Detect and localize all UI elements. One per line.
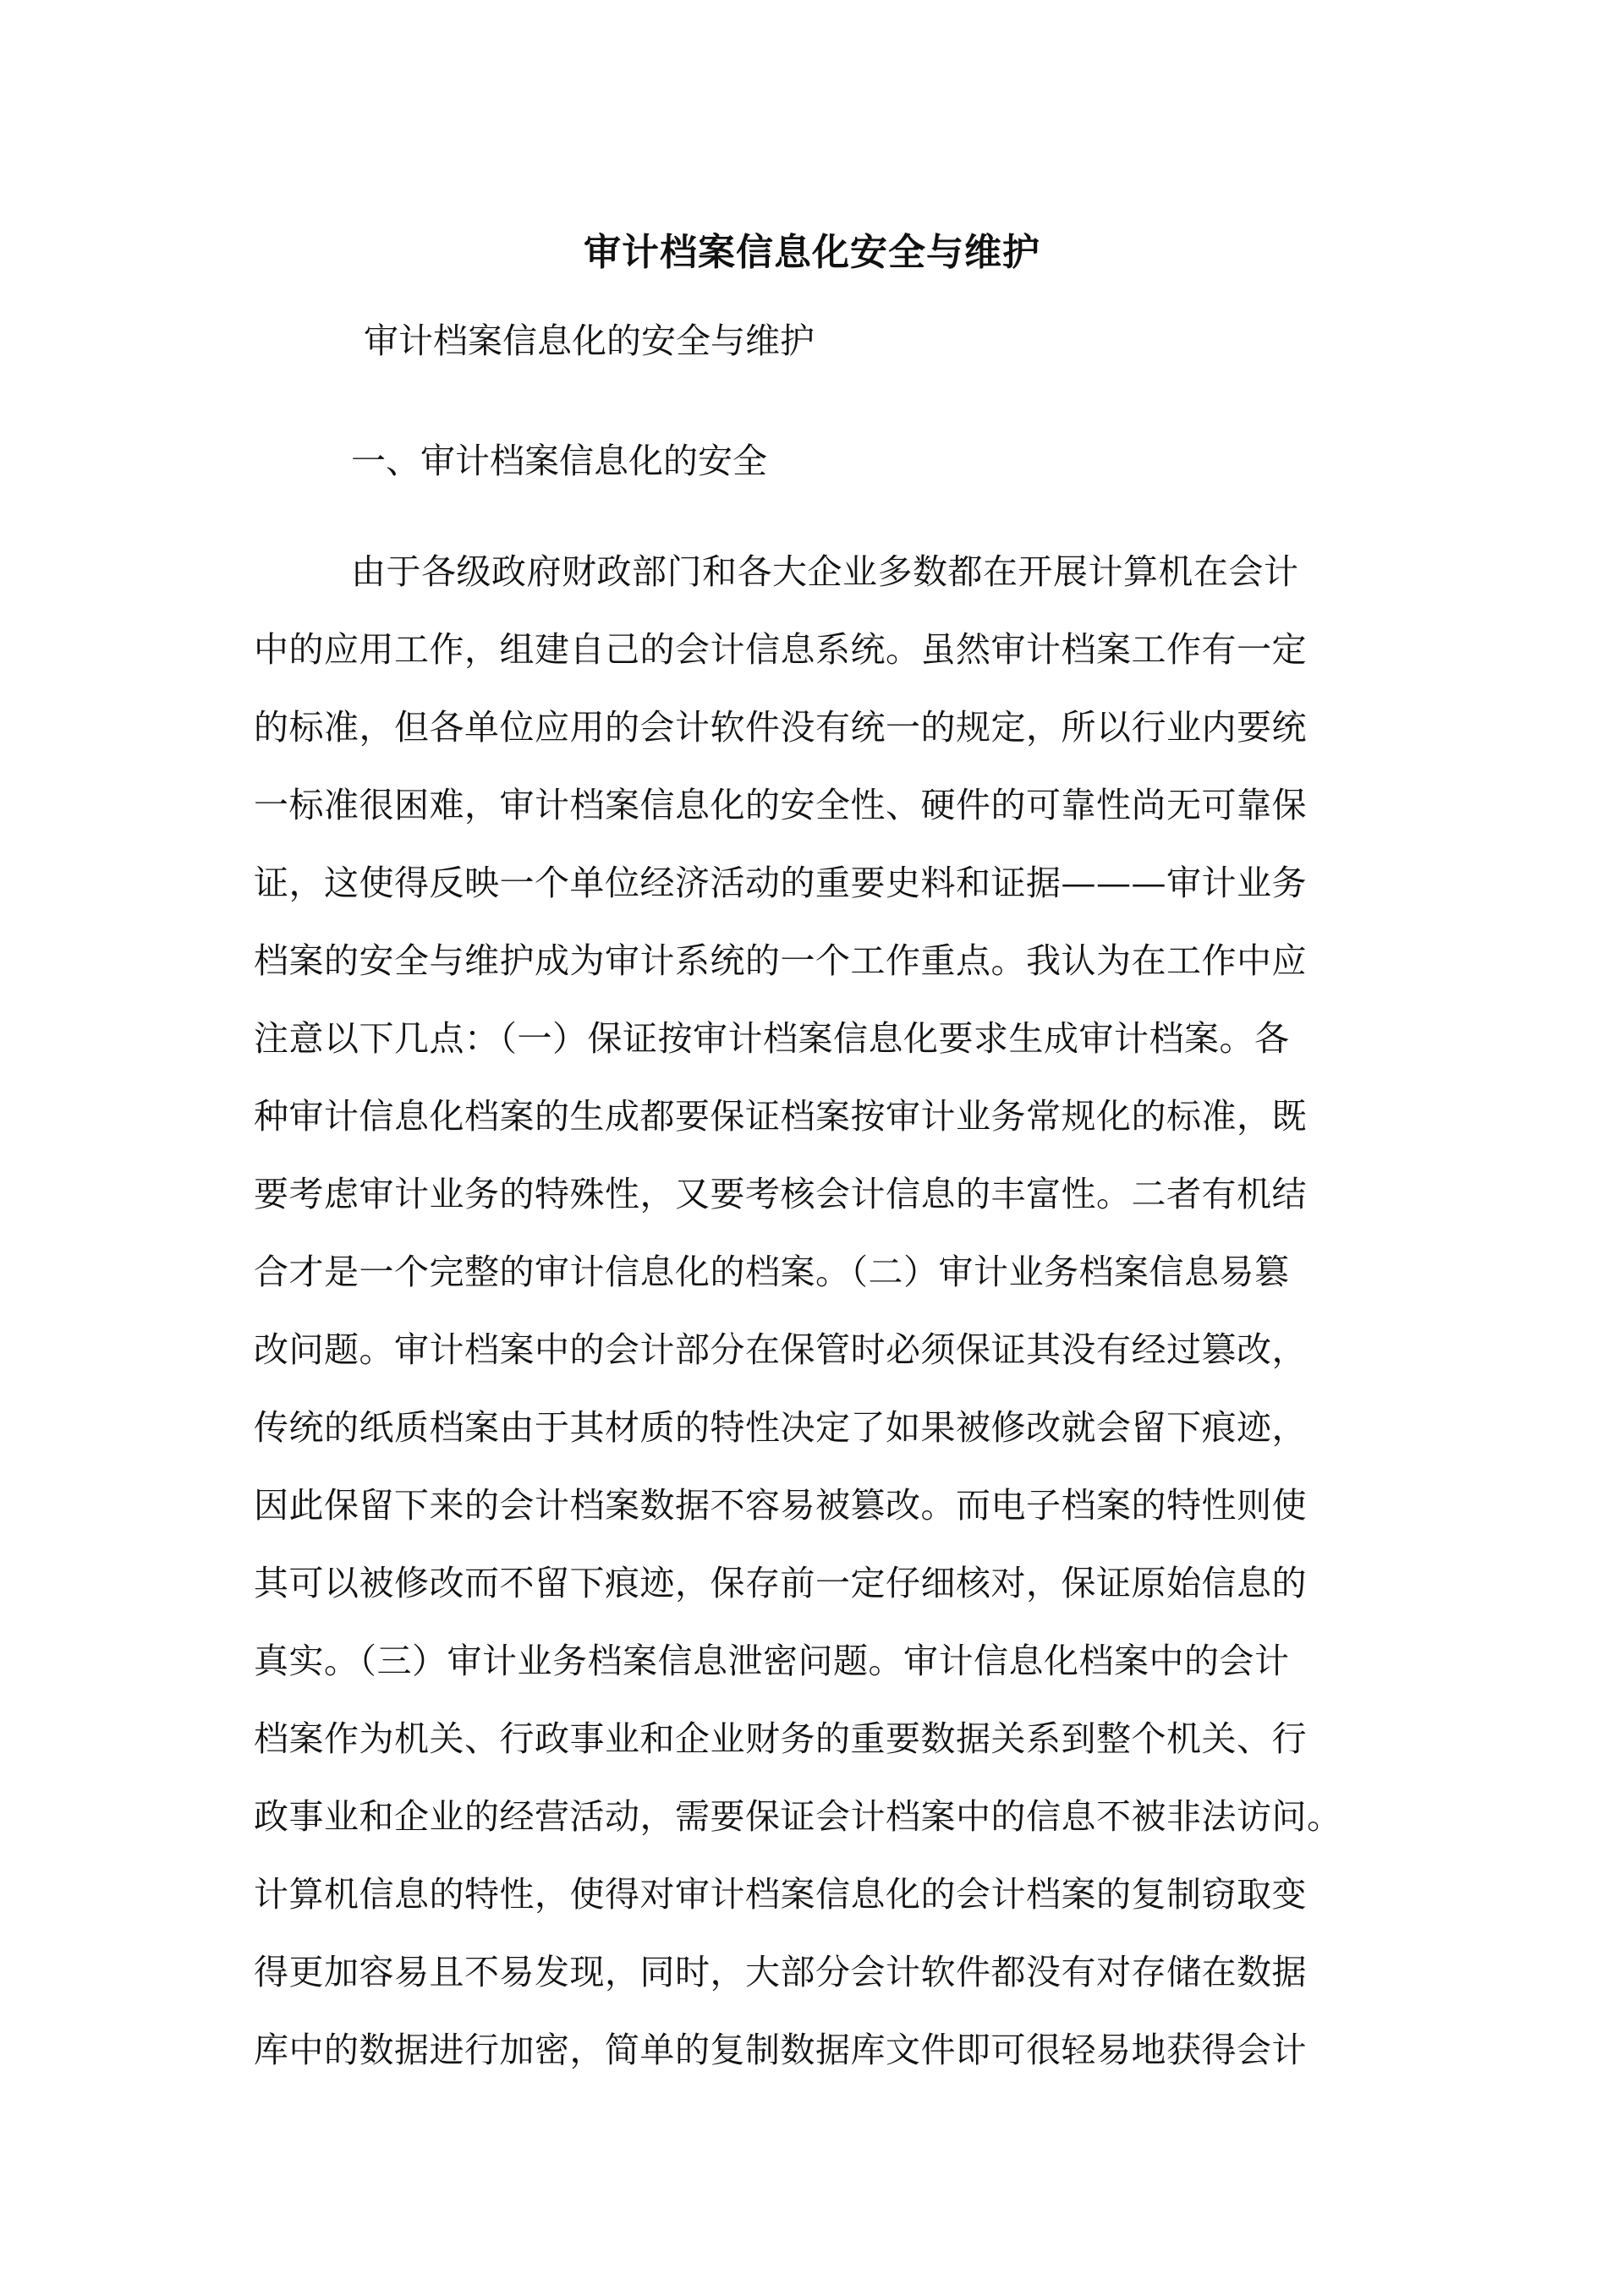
body-line: 一标准很困难，审计档案信息化的安全性、硬件的可靠性尚无可靠保 xyxy=(254,785,1307,825)
body-line: 要考虑审计业务的特殊性，又要考核会计信息的丰富性。二者有机结 xyxy=(254,1174,1307,1214)
body-line: 库中的数据进行加密，简单的复制数据库文件即可很轻易地获得会计 xyxy=(254,2030,1307,2070)
section-heading: 一、审计档案信息化的安全 xyxy=(351,441,767,481)
body-line: 其可以被修改而不留下痕迹，保存前一定仔细核对，保证原始信息的 xyxy=(254,1563,1307,1603)
document-title: 审计档案信息化安全与维护 xyxy=(584,231,1040,274)
body-line: 种审计信息化档案的生成都要保证档案按审计业务常规化的标准，既 xyxy=(254,1096,1307,1137)
body-line: 证，这使得反映一个单位经济活动的重要史料和证据———审计业务 xyxy=(254,863,1307,903)
body-line: 计算机信息的特性，使得对审计档案信息化的会计档案的复制窃取变 xyxy=(254,1874,1307,1915)
body-line: 政事业和企业的经营活动，需要保证会计档案中的信息不被非法访问。 xyxy=(254,1796,1342,1837)
body-line: 由于各级政府财政部门和各大企业多数都在开展计算机在会计 xyxy=(351,551,1299,592)
body-line: 档案的安全与维护成为审计系统的一个工作重点。我认为在工作中应 xyxy=(254,940,1307,981)
body-line: 档案作为机关、行政事业和企业财务的重要数据关系到整个机关、行 xyxy=(254,1718,1307,1759)
body-paragraph xyxy=(254,546,1438,2102)
body-line: 因此保留下来的会计档案数据不容易被篡改。而电子档案的特性则使 xyxy=(254,1485,1307,1526)
document-subtitle: 审计档案信息化的安全与维护 xyxy=(364,321,815,361)
body-line: 注意以下几点：（一）保证按审计档案信息化要求生成审计档案。各 xyxy=(254,1018,1290,1059)
body-line: 中的应用工作，组建自己的会计信息系统。虽然审计档案工作有一定 xyxy=(254,629,1307,670)
body-line: 真实。（三）审计业务档案信息泄密问题。审计信息化档案中的会计 xyxy=(254,1641,1290,1681)
body-line: 传统的纸质档案由于其材质的特性决定了如果被修改就会留下痕迹， xyxy=(254,1407,1307,1448)
body-line: 合才是一个完整的审计信息化的档案。（二）审计业务档案信息易篡 xyxy=(254,1252,1290,1292)
body-line: 改问题。审计档案中的会计部分在保管时必须保证其没有经过篡改， xyxy=(254,1329,1307,1370)
body-line: 的标准，但各单位应用的会计软件没有统一的规定，所以行业内要统 xyxy=(254,707,1307,748)
body-line: 得更加容易且不易发现，同时，大部分会计软件都没有对存储在数据 xyxy=(254,1952,1307,1992)
